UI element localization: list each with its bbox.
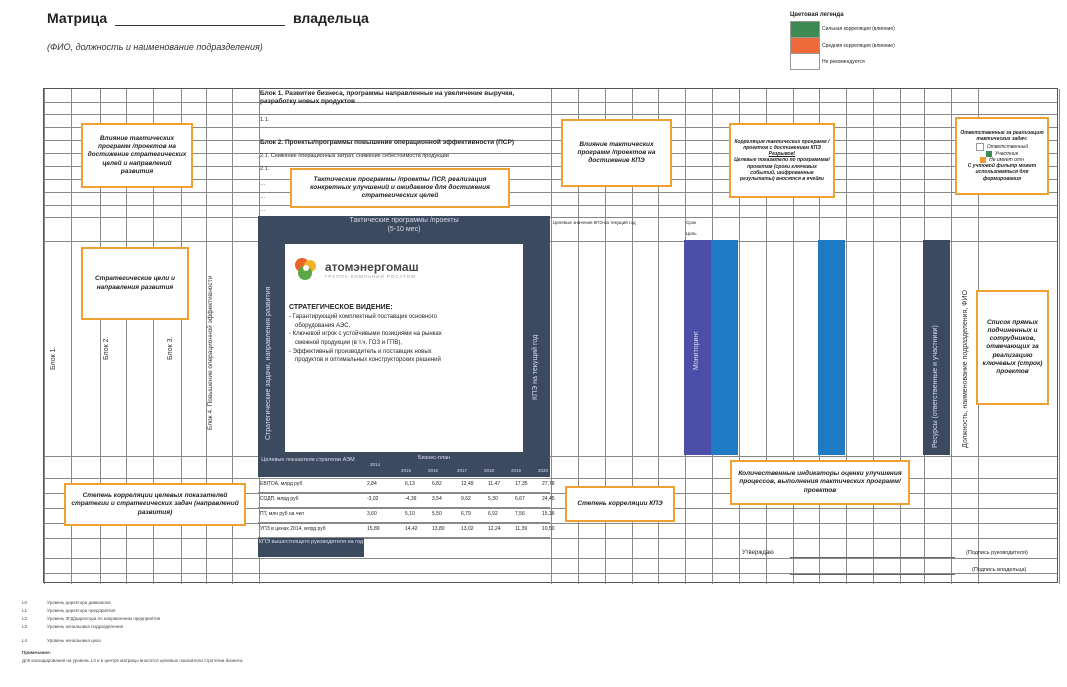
- callout-quant: Количественные индикаторы оценки улучшения процессов, выполнения тактических программ/проектов: [730, 460, 910, 505]
- brand-name: атомэнергомаш: [325, 259, 419, 274]
- grid-vline: [1059, 89, 1060, 584]
- responsible-title: Ответственные за реализацию тактических задач:: [960, 130, 1044, 143]
- manager-signature: (Подпись руководителя): [966, 550, 1028, 556]
- kpi-value: 14,42: [405, 526, 418, 532]
- legend-label-medium: Средняя корреляция (влияние): [822, 43, 895, 49]
- owner-name-line: [115, 13, 285, 26]
- legend-title: Цветовая легенда: [790, 12, 844, 18]
- kpi-table: [258, 453, 555, 537]
- correction-rest: Целевые показатели по программам/проектам (сроки ключевых событий, шифрованные результаты) вносятся в ячейки: [734, 157, 830, 183]
- grid-vline: [551, 89, 552, 584]
- srok-label: Срок: [686, 220, 697, 225]
- atom-logo-icon: [293, 256, 319, 282]
- grid-hline: [44, 217, 1057, 218]
- kpi-value: 12,24: [488, 526, 501, 532]
- vision-heading: СТРАТЕГИЧЕСКОЕ ВИДЕНИЕ:: [289, 304, 393, 311]
- kpi-value: 6,79: [461, 511, 471, 517]
- block2-title: Блок 2. Проекты/программы повышение операционной эффективности (ПСР): [260, 139, 514, 146]
- resp-item1: Ответственный: [986, 143, 1029, 150]
- callout-kpi-degree: Степень корреляции КПЭ: [565, 486, 675, 522]
- approve-label: Утверждаю: [742, 550, 774, 556]
- vision-item: - Эффективный производитель и поставщик новых: [289, 348, 432, 355]
- callout-responsible: [955, 117, 1049, 195]
- resp-item2: Не имеет отн: [989, 156, 1024, 163]
- kpi-value: 2,84: [367, 481, 377, 487]
- footer-note-title: Примечание:: [22, 650, 52, 655]
- grid-vline: [44, 89, 45, 584]
- kpi-row: [258, 477, 555, 493]
- block2-item2: 2.1.: [260, 166, 270, 172]
- resp-swatch-1b: [986, 151, 992, 157]
- kpi-name: EBITDA, млрд руб: [260, 481, 303, 487]
- kpi-value: 11,47: [488, 481, 501, 487]
- callout-degree: Степень корреляции целевых показателей стратегии и стратегических задач (направлений развития): [64, 483, 246, 526]
- title-prefix: Матрица: [47, 10, 108, 26]
- callout-tactical: Тактические программы /проекты ПСР, реализация конкретных улучшений и ожидаемое для достижения стратегических целей: [290, 168, 510, 208]
- monitoring-column-3: [818, 240, 845, 455]
- vision-item: смежной продукции (в т.ч. ГОЗ и ГПВ),: [295, 340, 402, 347]
- brand-tagline: ГРУППА КОМПАНИЙ РОСАТОМ: [325, 273, 416, 279]
- vert-resources: Ресурсы (ответственные и участники): [932, 325, 939, 448]
- vision-item: продуктов и оптимальных конструкторских решений: [295, 357, 441, 364]
- vert-block1: Блок 1.: [50, 346, 57, 370]
- legend-swatch-medium: [790, 37, 820, 54]
- kpi-value: 7,56: [515, 511, 525, 517]
- grid-hline: [44, 558, 1057, 559]
- callout-correction: [729, 123, 835, 198]
- kpi-name: УПЗ в ценах 2014, млрд руб: [260, 526, 326, 532]
- resp-row-1: [976, 143, 1028, 151]
- kpi-value: 13,80: [432, 526, 445, 532]
- kpi-head-base: 2014: [370, 462, 381, 467]
- kpi-row: [258, 507, 555, 523]
- legend-label-none: Не рекомендуется: [822, 59, 865, 65]
- grid-vline: [951, 89, 952, 584]
- callout-kpi-influence: Влияние тактических программ /проектов на достижение КПЭ: [561, 119, 672, 187]
- vision-item: - Ключевой игрок с устойчивыми позициями на рынках: [289, 331, 442, 338]
- vert-block2: Блок 2.: [103, 336, 110, 360]
- footer-level-label: Уровень начальника подразделения: [47, 624, 124, 629]
- footer-level-code: L1: [22, 608, 28, 613]
- vision-item: оборудования АЭС,: [295, 322, 351, 329]
- kpi-row: [258, 522, 555, 538]
- grid-vline: [846, 89, 847, 584]
- correction-text: Корреляция тактических программ /проектов с достижением КПЭ: [734, 138, 830, 151]
- kpi-year: 2017: [457, 468, 468, 473]
- vert-block3: Блок 3.: [167, 336, 174, 360]
- callout-influence: Влияние тактических программ /проектов на достижение стратегических целей и направлений развития: [81, 123, 193, 188]
- dash-3: …: [260, 207, 266, 213]
- grid-vline: [873, 89, 874, 584]
- tactical-header-period: (5-10 мес): [387, 226, 421, 234]
- kpi-value: 24,45: [542, 496, 555, 502]
- footer-level-code: L3: [22, 624, 28, 629]
- resp-swatch-1: [976, 143, 984, 151]
- kpi-value: 27,78: [542, 481, 555, 487]
- kpi-year: 2019: [511, 468, 522, 473]
- kpi-head-left: Целевые показатели стратегии АЭМ: [261, 457, 355, 463]
- footer-level-label: Уровень начальника цеха: [47, 638, 101, 643]
- callout-subordinates: Список прямых подчиненных и сотрудников, отвечающих за реализацию ключевых (строк) проектов: [976, 290, 1049, 405]
- kpi-value: -4,39: [405, 496, 417, 502]
- footer-level-label: Уровень директора предприятия: [47, 608, 116, 613]
- callout-strategic: Стратегические цели и направления развития: [81, 247, 189, 320]
- title-suffix: владельца: [292, 10, 369, 26]
- resp-note: С учтовой фильтр может использоваться для формирования: [967, 163, 1037, 182]
- kpi-name: ПТ, млн руб на чел: [260, 511, 304, 517]
- dash-1: …: [260, 181, 266, 187]
- kpi-value: 13,02: [461, 526, 474, 532]
- footer-level-code: L4: [22, 638, 28, 643]
- kpi-year: 2015: [401, 468, 412, 473]
- kpi-year: 2016: [428, 468, 439, 473]
- kpi-value: 17,35: [515, 481, 528, 487]
- owner-sign-line: [790, 574, 955, 575]
- legend-swatch-none: [790, 53, 820, 70]
- kpi-value: 6,67: [515, 496, 525, 502]
- footer-note: Для каскадирования на уровень L3 и в центре матрицы вносятся целевые показатели стратегии бизнеса: [22, 658, 243, 663]
- target-kpi-label: Целевые значения КПЭ на текущий год: [553, 220, 636, 225]
- kpi-value: 6,13: [405, 481, 415, 487]
- superior-kpi-box: КПЭ вышестоящего руководителя на год: [258, 537, 364, 557]
- kpi-value: 11,39: [515, 526, 528, 532]
- kpi-value: 12,49: [461, 481, 474, 487]
- vert-monitoring: Мониторинг: [693, 331, 700, 370]
- footer-level-code: L0: [22, 600, 28, 605]
- kpi-value: 5,30: [488, 496, 498, 502]
- grid-hline: [44, 538, 1057, 539]
- vert-position: Должность, наименование подразделения, ФИО: [962, 290, 969, 448]
- kpi-name: СОДП, млрд руб: [260, 496, 299, 502]
- vision-item: - Гарантирующий комплектный поставщик основного: [289, 314, 437, 320]
- kpi-row: [258, 492, 555, 508]
- kpi-value: 15,89: [367, 526, 380, 532]
- cel-label: Цель: [686, 231, 697, 236]
- owner-signature: (Подпись владельца): [972, 567, 1027, 573]
- kpi-value: 6,92: [488, 511, 498, 517]
- footer-level-code: L2: [22, 616, 28, 621]
- vert-kpi-year: КПЭ на текущий год: [532, 334, 539, 400]
- kpi-value: 10,50: [542, 526, 555, 532]
- tactical-header-title: Тактические программы /проекты: [349, 217, 459, 224]
- grid-vline: [900, 89, 901, 584]
- page-title: [47, 10, 369, 26]
- grid-hline: [44, 456, 1057, 457]
- kpi-value: 15,16: [542, 511, 555, 517]
- block1-title: Блок 1. Развитие бизнеса, программы направленные на увеличение выручки, разработку новых продуктов: [260, 90, 515, 106]
- kpi-value: 5,10: [405, 511, 415, 517]
- resp-item1b: Участник: [994, 150, 1019, 157]
- block2-item1: 2.1. Снижение операционных затрат, снижение себестоимости продукции: [260, 153, 449, 159]
- kpi-year: 2018: [484, 468, 495, 473]
- legend-label-strong: Сильная корреляция (влияние): [822, 26, 895, 32]
- kpi-value: 9,62: [461, 496, 471, 502]
- manager-sign-line: [790, 557, 955, 558]
- kpi-year: 2020: [538, 468, 549, 473]
- kpi-value: 3,54: [432, 496, 442, 502]
- company-logo: [293, 256, 519, 282]
- grid-hline: [44, 241, 1057, 242]
- footer-level-label: Уровень ЗГД/директора по направлению предприятия: [47, 616, 161, 621]
- tactical-header: [258, 216, 550, 238]
- footer-level-label: Уровень директора дивизиона: [47, 600, 111, 605]
- legend-swatch-strong: [790, 21, 820, 38]
- kpi-value: 6,82: [432, 481, 442, 487]
- correction-red: Разрывов!: [768, 151, 796, 158]
- vert-block4: Блок 4. Повышение операционной эффективности: [207, 275, 214, 430]
- vision-list: [289, 313, 519, 365]
- page-subtitle: (ФИО, должность и наименование подразделения): [47, 42, 263, 52]
- kpi-value: -3,02: [367, 496, 379, 502]
- dash-2: …: [260, 194, 266, 200]
- kpi-head-plan: Бизнес-план: [418, 455, 451, 461]
- vert-strategic-tasks: Стратегические задачи, направления развития: [265, 286, 272, 440]
- kpi-value: 3,60: [367, 511, 377, 517]
- strategic-vision-panel: [285, 244, 523, 452]
- monitoring-column-2: [711, 240, 738, 455]
- block1-item: 1.1.: [260, 117, 270, 123]
- kpi-value: 5,50: [432, 511, 442, 517]
